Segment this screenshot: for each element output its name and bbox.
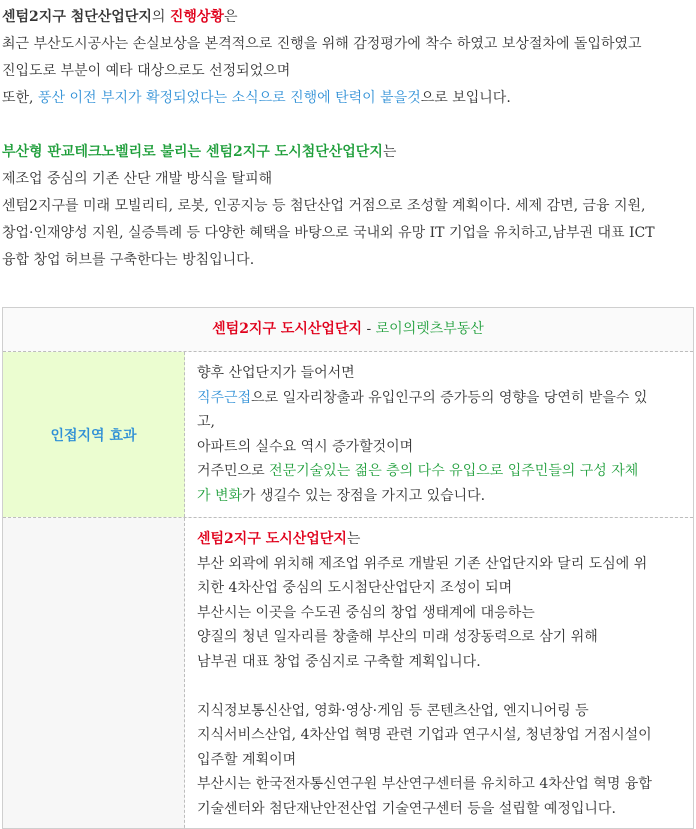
intro-section (0, 0, 696, 274)
text: 으로 보입니다. (420, 90, 511, 106)
table-title: 센텀2지구 도시산업단지 (212, 321, 362, 337)
text: 또한, (2, 90, 38, 106)
intro-line-9: 융합 창업 허브를 구축한다는 방침입니다. (2, 252, 255, 268)
text: 은 (223, 9, 238, 25)
content-line (197, 527, 681, 552)
table-source: 로이의렛츠부동산 (375, 321, 484, 337)
table-header (3, 308, 693, 352)
content-line: 남부권 대표 창업 중심지로 구축할 계획입니다. (197, 653, 481, 670)
intro-line-2: 최근 부산도시공사는 손실보상을 본격적으로 진행을 위해 감정평가에 착수 하였고 보상절차에 돌입하였고 (2, 36, 642, 52)
spacer (2, 112, 696, 139)
highlight-text: 가 변화 (197, 487, 243, 504)
intro-line-8: 창업·인재양성 지원, 실증특례 등 다양한 혜택을 바탕으로 국내외 유망 IT 기업을 유치하고,남부권 대표 ICT (2, 225, 655, 241)
highlight-heading: 부산형 판교테크노벨리로 불리는 센텀2지구 도시첨단산업단지 (2, 144, 383, 160)
highlight-text: 전문기술있는 젊은 층의 다수 유입으로 입주민들의 구성 자체 (269, 463, 639, 479)
content-line: 양질의 청년 일자리를 창출해 부산의 미래 성장동력으로 삼기 위해 (197, 629, 598, 645)
content-line: 고, (197, 414, 215, 430)
content-line: 아파트의 실수요 역시 증가할것이며 (197, 438, 414, 455)
row-label: 인접지역 효과 (3, 352, 185, 517)
highlight-text: 직주근접 (197, 389, 252, 406)
intro-line-5 (2, 139, 696, 166)
content-line: 지식정보통신산업, 영화·영상·게임 등 콘텐츠산업, 엔지니어링 등 (197, 702, 589, 719)
text: 으로 일자리창출과 유입인구의 증가등의 영향을 당연히 받을수 있 (251, 389, 648, 406)
content-line: 부산시는 한국전자통신연구원 부산연구센터를 유치하고 4차산업 혁명 융합 (197, 776, 652, 792)
highlight-text: 풍산 이전 부지가 확정되었다는 소식으로 진행에 탄력이 붙을것 (37, 90, 421, 106)
content-line (197, 386, 681, 411)
highlight-heading: 센텀2지구 도시산업단지 (197, 531, 347, 547)
content-line: 부산시는 이곳을 수도권 중심의 창업 생태계에 대응하는 (197, 604, 535, 621)
row-label (3, 518, 185, 829)
content-line: 치한 4차산업 중심의 도시첨단산업단지 조성이 되며 (197, 580, 513, 596)
content-line (197, 459, 681, 484)
content-line: 지식서비스산업, 4차산업 혁명 관련 기업과 연구시설, 청년창업 거점시설이 (197, 727, 652, 743)
text: 는 (382, 144, 397, 160)
content-line: 입주할 계획이며 (197, 751, 297, 768)
table-row (3, 518, 693, 829)
content-line: 부산 외곽에 위치해 제조업 위주로 개발된 기존 산업단지와 달리 도심에 위 (197, 555, 648, 572)
row-content (185, 352, 693, 517)
text: 는 (346, 531, 361, 547)
content-line: 기술센터와 첨단재난안전산업 기술연구센터 등을 설립할 예정입니다. (197, 800, 616, 817)
intro-line-6: 제조업 중심의 기존 산단 개발 방식을 탈피해 (2, 171, 273, 187)
project-name: 센텀2지구 첨단산업단지 (2, 9, 152, 25)
content-line: 향후 산업단지가 들어서면 (197, 365, 355, 381)
text: 의 (151, 9, 170, 25)
content-line (197, 484, 681, 509)
table-row (3, 352, 693, 518)
info-table (2, 307, 694, 829)
intro-line-7: 센텀2지구를 미래 모빌리티, 로봇, 인공지능 등 첨단산업 거점으로 조성할 계획이다. 세제 감면, 금융 지원, (2, 198, 646, 214)
spacer (197, 674, 681, 699)
progress-highlight: 진행상황 (169, 9, 224, 25)
text: 거주민으로 (197, 463, 270, 479)
title-separator: - (362, 321, 376, 337)
text: 가 생길수 있는 장점을 가지고 있습니다. (242, 487, 486, 504)
intro-line-3: 진입도로 부분이 예타 대상으로도 선정되었으며 (2, 63, 291, 79)
row-content (185, 518, 693, 829)
intro-line-4 (2, 85, 696, 112)
intro-line-1 (2, 4, 696, 31)
